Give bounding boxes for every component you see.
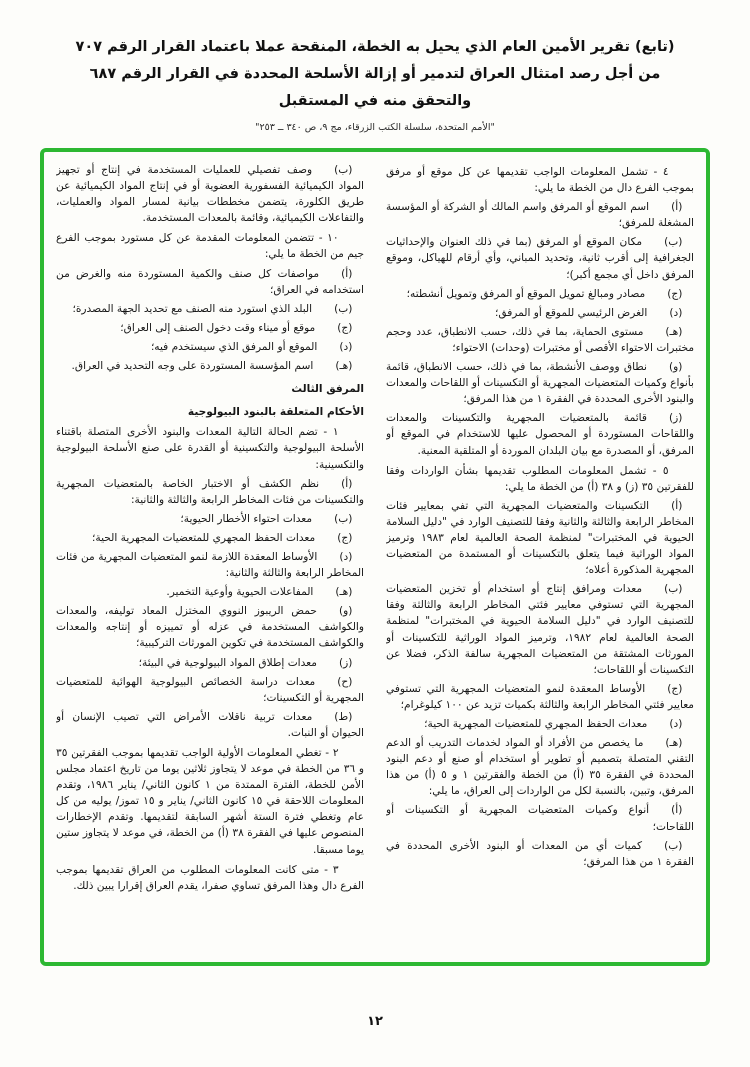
paragraph xyxy=(56,674,364,706)
paragraph-text: حمض الريبوز النووي المختزل المعاد توليفه، والمعدات والكواشف المستخدمة في عزله أو تمييزه أو إنتاجه والمعدات والكواشف المستخدمة في تكوين المورثات التركيبية؛ xyxy=(56,605,364,650)
paragraph-label: (ب) xyxy=(334,302,353,315)
paragraph xyxy=(386,463,694,495)
paragraph xyxy=(56,424,364,472)
paragraph-label: (ب) xyxy=(664,583,683,596)
two-column-layout xyxy=(44,152,706,962)
left-column xyxy=(56,160,364,956)
paragraph-text: اسم الموقع أو المرفق واسم المالك أو الشركة أو المؤسسة المشغلة للمرفق؛ xyxy=(386,201,694,230)
paragraph-label: (ج) xyxy=(337,321,353,334)
paragraph-text: مكان الموقع أو المرفق (بما في ذلك العنوان والإحداثيات الجغرافية إلى أقرب ثانية، وتحديد المباني، وأي أرقام للهياكل، وموقع المرفق داخل أي مجمع أكبر)؛ xyxy=(386,236,694,281)
paragraph xyxy=(56,655,364,671)
paragraph-label: (هـ) xyxy=(335,586,353,599)
header-title-line-3: والتحقق منه في المستقبل xyxy=(278,92,472,109)
paragraph xyxy=(56,584,364,600)
paragraph-text: معدات احتواء الأخطار الحيوية؛ xyxy=(180,512,313,525)
header-source-citation: "الأمم المتحدة، سلسلة الكتب الزرقاء، مج ٩، ص ٣٤٠ ــ ٢٥٣" xyxy=(255,122,495,134)
paragraph-label: (و) xyxy=(668,361,683,374)
paragraph-text: قائمة بالمتعضيات المجهرية والتكسينات والمعدات واللقاحات المستوردة أو المحصول عليها للاستخدام في الموقع أو المرفق، أو المصدرة مع بيان البلدان الموردة أو المتلقية المعنية. xyxy=(386,412,694,457)
paragraph-text: معدات دراسة الخصائص البيولوجية الهوائية للمتعضيات المجهرية أو التكسينات؛ xyxy=(56,675,364,704)
paragraph-label: (ز) xyxy=(338,656,353,669)
paragraph-label: (ب) xyxy=(664,839,683,852)
paragraph-text: معدات ومرافق إنتاج أو استخدام أو تخزين المتعضيات المجهرية التي تستوفي معايير فئتي المخاطر الرابعة والثالثة وفقا للتصنيف الوارد في "دليل السلامة الحيوية في المختبرات" لمنظمة الصحة العالمية لعام ١٩٨٢، وترميز المواد الوراثية للتكسينات أو المورثات المشتقة من المتعضيات المجهرية سالفة الذكر، فضلا عن التكسينات أو اللقاحات؛ xyxy=(386,583,694,676)
paragraph xyxy=(56,162,364,226)
paragraph-text: البلد الذي استورد منه الصنف مع تحديد الجهة المصدرة؛ xyxy=(72,302,313,315)
paragraph xyxy=(386,681,694,713)
section-heading xyxy=(56,381,364,397)
header-title-line-2: من أجل رصد امتثال العراق لتدمير أو إزالة الأسلحة المحددة في القرار الرقم ٦٨٧ xyxy=(89,65,661,82)
paragraph-label: (ج) xyxy=(667,682,683,695)
paragraph-text: معدات تربية ناقلات الأمراض التي تصيب الإنسان أو الحيوان أو النبات. xyxy=(56,710,364,739)
paragraph-text: الأوساط المعقدة اللازمة لنمو المتعضيات المجهرية من فئات المخاطر الرابعة والثالثة والثانية: xyxy=(56,550,364,580)
paragraph xyxy=(56,266,364,298)
paragraph-text: مصادر ومبالغ تمويل الموقع أو المرفق وتمويل أنشطته؛ xyxy=(406,287,646,300)
paragraph-label: (ب) xyxy=(334,164,353,176)
paragraph-label: (أ) xyxy=(671,499,683,512)
paragraph-text: الأحكام المتعلقة بالبنود البيولوجية xyxy=(187,406,364,419)
paragraph xyxy=(386,324,694,356)
paragraph-label: (د) xyxy=(669,718,683,730)
paragraph xyxy=(56,862,364,894)
paragraph xyxy=(386,359,694,407)
paragraph-label: (ج) xyxy=(337,531,353,544)
paragraph-text: معدات إطلاق المواد البيولوجية في البيئة؛ xyxy=(138,656,317,669)
paragraph-text: مستوى الحماية، بما في ذلك، حسب الانطباق، عدد وحجم مختبرات الاحتواء الأقصى أو مختبرات (وحدات) الاحتواء؛ xyxy=(386,325,694,354)
paragraph xyxy=(386,286,694,302)
paragraph-text: الموقع أو المرفق الذي سيستخدم فيه؛ xyxy=(150,340,318,353)
paragraph-label: (هـ) xyxy=(335,360,353,373)
paragraph-label: (هـ) xyxy=(665,737,683,750)
paragraph-text: التكسينات والمتعضيات المجهرية التي تفي بمعايير فئات المخاطر الرابعة والثالثة والثانية وفقا للتصنيف الوارد في "دليل السلامة الحيوية في المختبرات" لمنظمة الصحة العالمية لعام ١٩٨٣ وترميز المواد الوراثية فيما يتعلق بالتكسينات أو المستمدة من المتعضيات المجهرية المذكورة أعلاه؛ xyxy=(386,499,694,577)
paragraph xyxy=(56,476,364,508)
paragraph-text: الغرض الرئيسي للموقع أو المرفق؛ xyxy=(495,306,648,319)
paragraph xyxy=(386,716,694,732)
paragraph xyxy=(386,305,694,321)
paragraph xyxy=(56,230,364,262)
paragraph-text: الأوساط المعقدة لنمو المتعضيات المجهرية التي تستوفي معايير فئتي المخاطر الرابعة والثالثة بكميات تزيد عن ١٠٠ كيلوغرام؛ xyxy=(386,682,694,711)
paragraph-text: كميات أي من المعدات أو البنود الأخرى المحددة في الفقرة ١ من هذا المرفق؛ xyxy=(386,839,694,868)
page-number: ١٢ xyxy=(367,1014,383,1029)
paragraph-label: (ج) xyxy=(667,287,683,300)
paragraph xyxy=(56,301,364,317)
paragraph xyxy=(56,511,364,527)
paragraph-label: (ح) xyxy=(337,675,353,688)
paragraph-text: المرفق الثالث xyxy=(291,383,364,396)
paragraph-text: موقع أو ميناء وقت دخول الصنف إلى العراق؛ xyxy=(120,321,316,334)
paragraph-label: (أ) xyxy=(671,804,683,817)
paragraph xyxy=(56,339,364,355)
paragraph xyxy=(386,164,694,196)
paragraph xyxy=(386,199,694,231)
paragraph xyxy=(56,320,364,336)
paragraph-text: معدات الحفظ المجهري للمتعضيات المجهرية الحية؛ xyxy=(424,718,648,730)
paragraph-text: ١٠ - تتضمن المعلومات المقدمة عن كل مستورد بموجب الفرع جيم من الخطة ما يلي: xyxy=(56,232,364,261)
paragraph-label: (ب) xyxy=(334,512,353,525)
paragraph xyxy=(386,581,694,678)
paragraph-text: نطاق ووصف الأنشطة، بما في ذلك، حسب الانطباق، قائمة بأنواع وكميات المتعضيات المجهرية أو التكسينات أو اللقاحات والمعدات والبنود الأخرى المحددة في الفقرة ١ من هذا المرفق؛ xyxy=(386,361,694,406)
paragraph-label: (د) xyxy=(339,550,353,563)
paragraph xyxy=(386,234,694,282)
section-heading xyxy=(56,404,364,420)
paragraph-label: (د) xyxy=(669,306,683,319)
content-border-box xyxy=(40,148,710,966)
paragraph xyxy=(386,802,694,834)
paragraph-text: معدات الحفظ المجهري للمتعضيات المجهرية الحية؛ xyxy=(92,531,316,544)
paragraph xyxy=(386,838,694,870)
paragraph-text: اسم المؤسسة المستوردة على وجه التحديد في العراق. xyxy=(71,360,314,373)
paragraph-text: ما يخصص من الأفراد أو المواد لخدمات التدريب أو الدعم التقني المتصلة بتصميم أو تطوير أو استخدام أو صنع أو دعم البنود المحددة في الفقرة ٣٥ (أ) من الخطة والفقرتين ١ و ٥ (أ) من هذا المرفق، وتبين، بالنسبة لكل من الواردات إلى العراق، ما يلي: xyxy=(386,737,694,798)
paragraph-label: (أ) xyxy=(341,477,353,490)
paragraph-text: ٥ - تشمل المعلومات المطلوب تقديمها بشأن الواردات وفقا للفقرتين ٣٥ (ز) و ٣٨ (أ) من الخطة ما يلي: xyxy=(386,464,694,493)
right-column xyxy=(386,160,694,956)
paragraph-text: ٣ - متى كانت المعلومات المطلوب من العراق تقديمها بموجب الفرع دال وهذا المرفق تساوي صفرا، يقدم العراق إقرارا يبين ذلك. xyxy=(56,863,364,892)
paragraph xyxy=(56,603,364,651)
paragraph xyxy=(386,735,694,799)
paragraph xyxy=(56,709,364,741)
paragraph-label: (هـ) xyxy=(665,325,683,338)
paragraph-text: ٢ - تغطي المعلومات الأولية الواجب تقديمها بموجب الفقرتين ٣٥ و ٣٦ من الخطة في موعد لا يتجاوز ثلاثين يوما من تاريخ اعتماد مجلس الأمن للخطة، الفترة الممتدة من ١ كانون الثاني/ يناير ١٩٨٦، وتقدم المعلومات اللاحقة في ١٥ كانون الثاني/ يناير و ١٥ تموز/ يوليه من كل عام وتغطي فترة الستة أشهر السابقة لتقديمها. وتقدم الإخطارات المنصوص عليها في الفقرة ٣٨ (أ) من الخطة، في موعد لا يتجاوز ستين يوما مسبقا. xyxy=(56,747,364,856)
paragraph-text: المفاعلات الحيوية وأوعية التخمير. xyxy=(166,586,314,599)
paragraph-label: (أ) xyxy=(341,267,353,280)
paragraph-label: (أ) xyxy=(671,201,683,214)
paragraph-text: مواصفات كل صنف والكمية المستوردة منه والغرض من استخدامه في العراق؛ xyxy=(56,267,364,296)
document-header xyxy=(30,34,720,133)
paragraph-label: (د) xyxy=(339,340,353,353)
paragraph xyxy=(56,358,364,374)
paragraph xyxy=(56,549,364,581)
paragraph xyxy=(56,530,364,546)
paragraph-label: (ز) xyxy=(668,412,683,425)
paragraph-text: أنواع وكميات المتعضيات المجهرية أو التكسينات أو اللقاحات؛ xyxy=(386,804,694,833)
paragraph-text: وصف تفصيلي للعمليات المستخدمة في إنتاج أو تجهيز المواد الكيميائية الفسفورية العضوية أو في إنتاج المواد الكيميائية عن طريق الكلورة، يتضمن مخططات بيانية لمسار المواد والعمليات، والتفاعلات الكيميائية، وقائمة بالمعدات المستخدمة. xyxy=(56,164,364,225)
header-title-line-1: (تابع) تقرير الأمين العام الذي يحيل به الخطة، المنقحة عملا باعتماد القرار الرقم ٧٠٧ xyxy=(75,39,675,55)
paragraph-text: ١ - تضم الحالة التالية المعدات والبنود الأخرى المتصلة باقتناء الأسلحة البيولوجية والتكسينية أو القدرة على صنع الأسلحة البيولوجية والتكسينية: xyxy=(56,426,364,471)
paragraph-label: (و) xyxy=(338,605,353,618)
paragraph-text: ٤ - تشمل المعلومات الواجب تقديمها عن كل موقع أو مرفق بموجب الفرع دال من الخطة ما يلي: xyxy=(386,166,694,195)
paragraph-label: (ط) xyxy=(334,710,353,723)
paragraph-label: (ب) xyxy=(664,236,683,249)
paragraph xyxy=(386,410,694,458)
paragraph xyxy=(56,745,364,858)
paragraph xyxy=(386,498,694,578)
paragraph-text: نظم الكشف أو الاختبار الخاصة بالمتعضيات المجهرية والتكسينات من فئات المخاطر الرابعة والثالثة والثانية: xyxy=(56,477,364,506)
